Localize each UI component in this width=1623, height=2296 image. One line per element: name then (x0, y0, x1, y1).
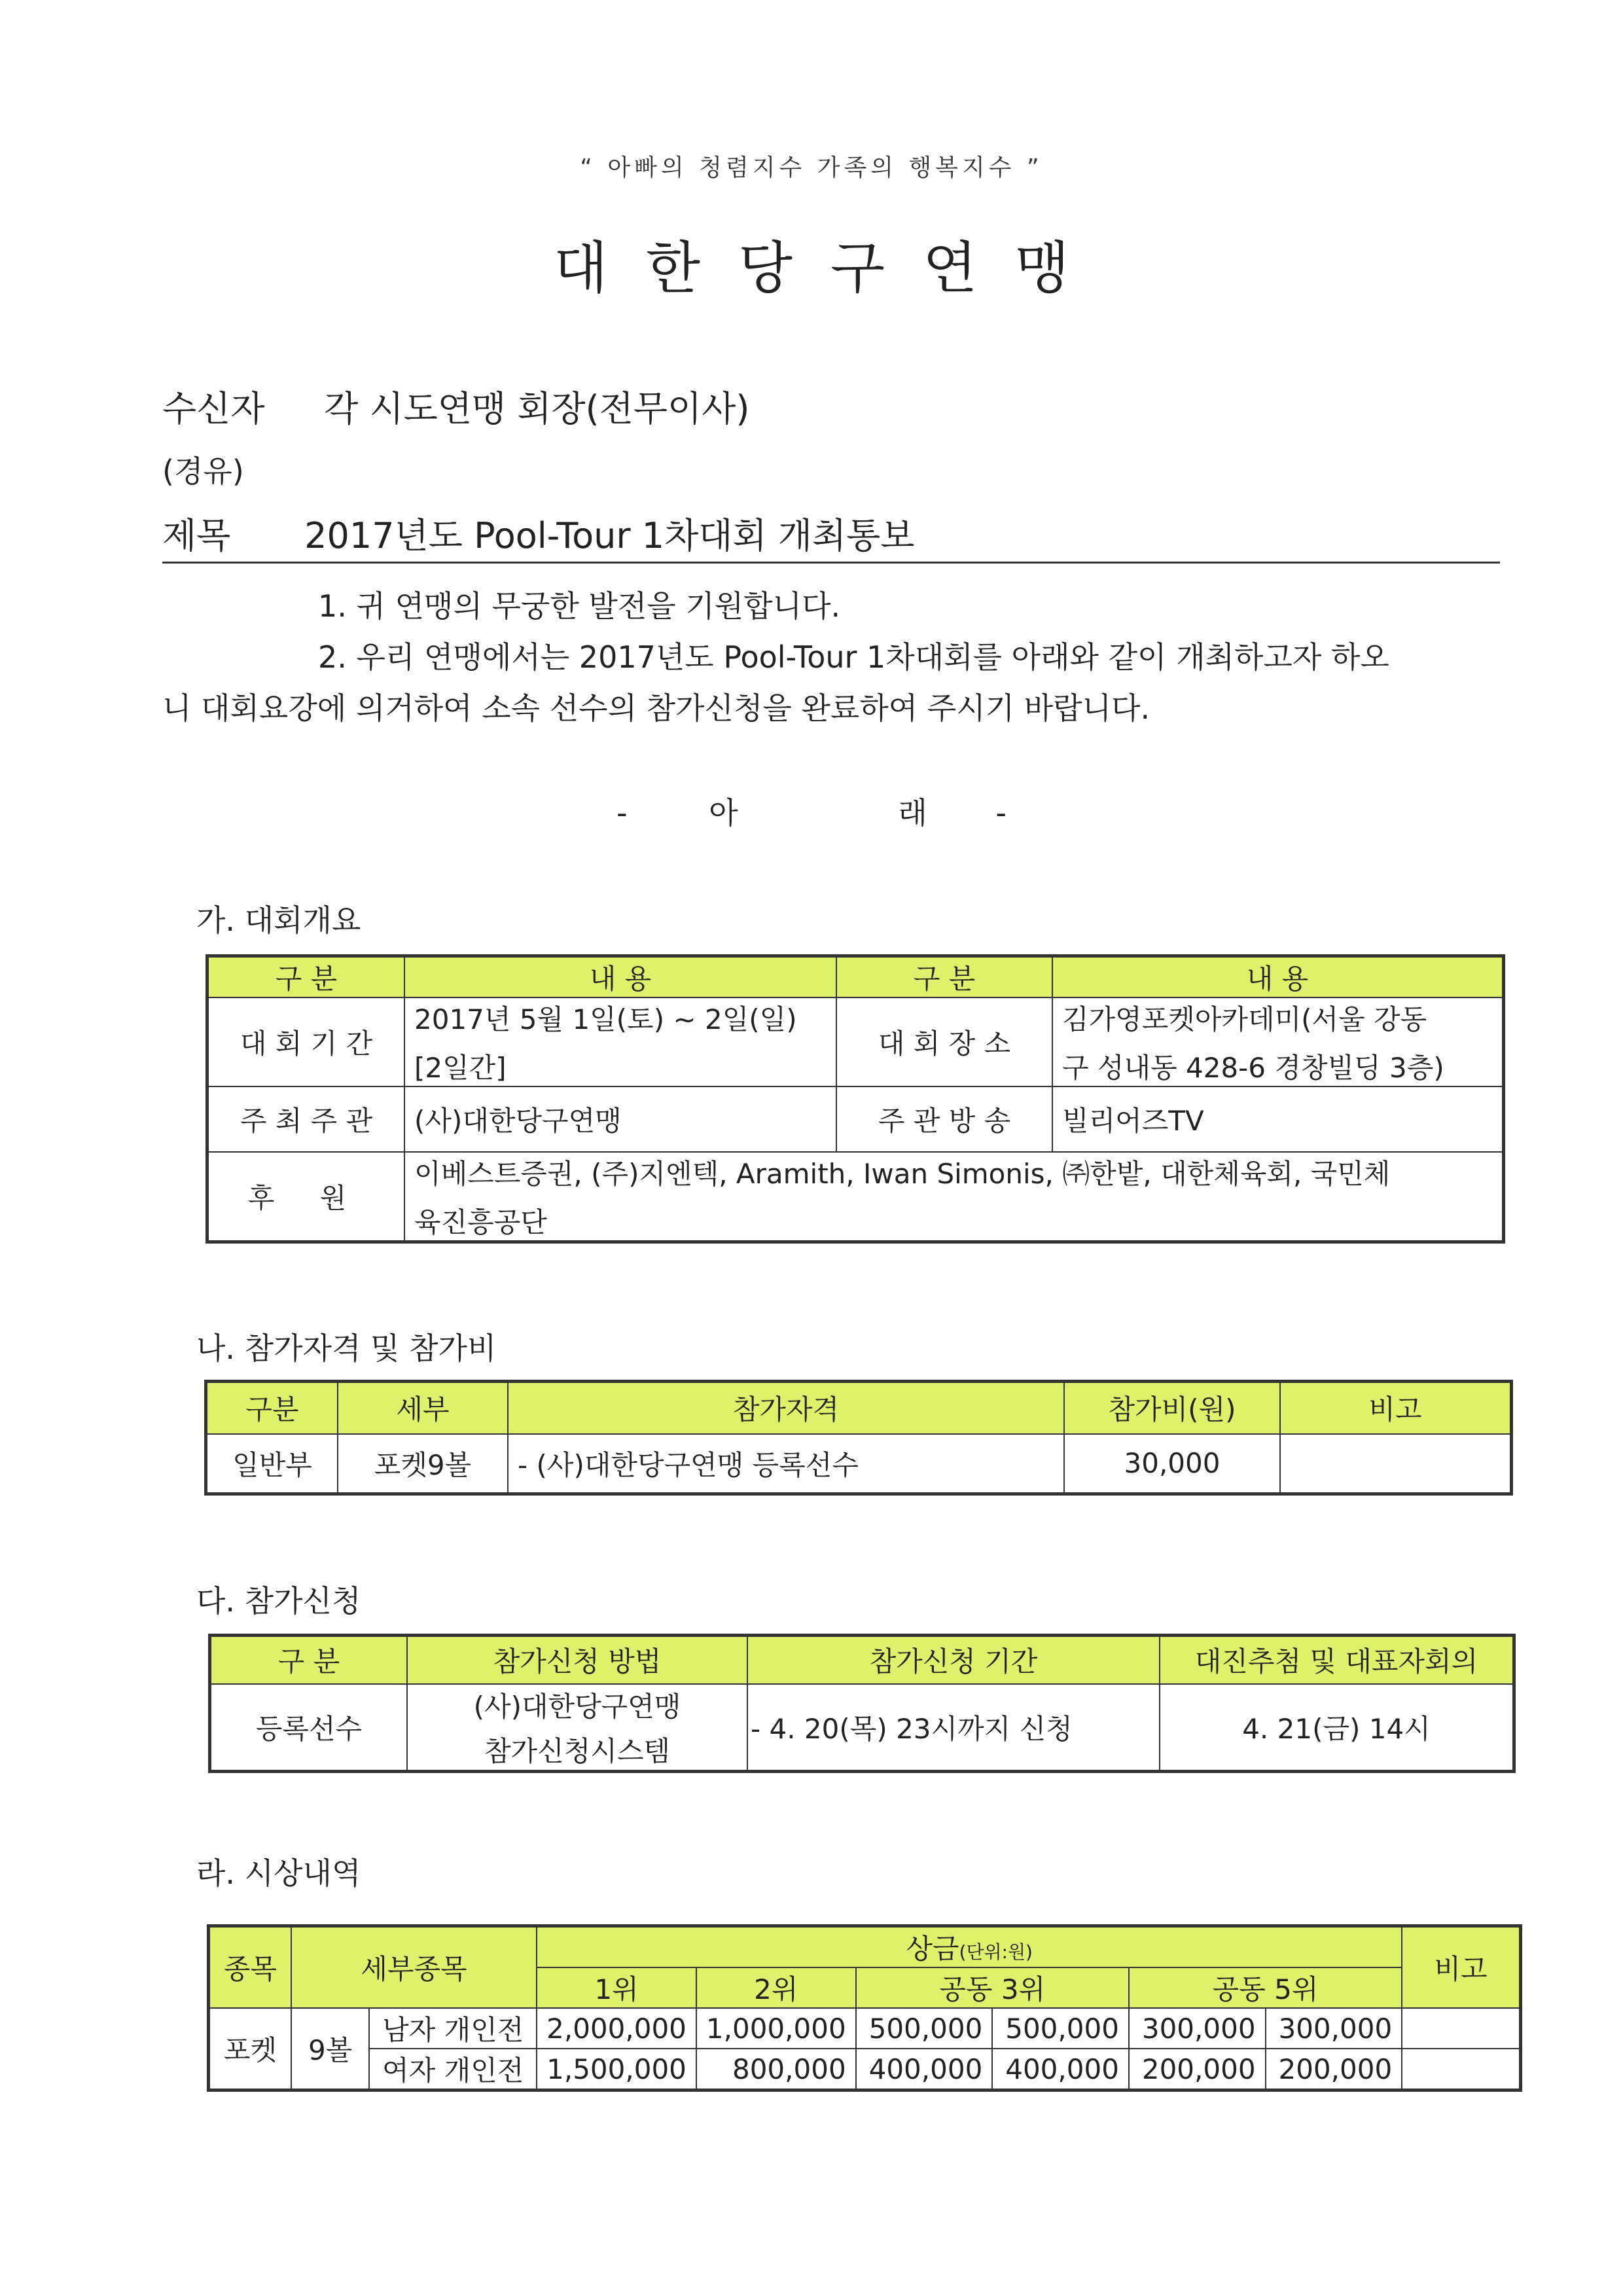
place-header: 공동 3위 (856, 1967, 1129, 2008)
venue-label: 대 회 장 소 (836, 997, 1052, 1086)
header-cell: 세부 (338, 1382, 508, 1434)
header-cell: 구 분 (210, 1636, 408, 1684)
division-name-cell: 여자 개인전 (369, 2049, 537, 2090)
note-cell (1402, 2049, 1520, 2090)
draw-meeting-cell: 4. 21(금) 14시 (1160, 1684, 1514, 1772)
arae-a: 아 (709, 795, 738, 831)
application-table (208, 1634, 1516, 1773)
period-label: 대 회 기 간 (207, 997, 405, 1086)
header-cell: 비고 (1280, 1382, 1512, 1434)
sub-event-cell: 9볼 (291, 2008, 369, 2090)
sponsor-value (404, 1152, 1504, 1242)
overview-table (205, 954, 1505, 1244)
prize-cell: 300,000 (1129, 2008, 1266, 2049)
eligibility-table (204, 1380, 1513, 1496)
recipient-line (162, 381, 749, 431)
venue-value-line-2: 구 성내동 428-6 경창빌딩 3층) (1062, 1052, 1444, 1084)
prize-cell: 800,000 (696, 2049, 856, 2090)
prize-cell: 400,000 (856, 2049, 993, 2090)
header-cell: 대진추첨 및 대표자회의 (1160, 1636, 1514, 1684)
arae-rae: 래 (898, 795, 927, 831)
host-value: (사)대한당구연맹 (404, 1086, 836, 1152)
division-name-cell: 남자 개인전 (369, 2008, 537, 2049)
arae-heading (0, 789, 1623, 833)
subject-value: 2017년도 Pool-Tour 1차대회 개최통보 (304, 515, 915, 556)
arae-dash-left: - (616, 795, 628, 831)
header-cell: 구분 (206, 1382, 338, 1434)
method-line-2: 참가신청시스템 (484, 1734, 670, 1767)
prize-unit-label: (단위:원) (959, 1941, 1033, 1963)
header-cell: 구 분 (207, 956, 405, 998)
place-header: 2위 (696, 1967, 856, 2008)
venue-value (1052, 997, 1504, 1086)
sponsor-value-line-2: 육진흥공단 (414, 1206, 547, 1238)
method-line-1: (사)대한당구연맹 (473, 1690, 681, 1723)
broadcast-label: 주 관 방 송 (836, 1086, 1052, 1152)
sponsor-label: 후 원 (207, 1152, 405, 1242)
section-c-title: 다. 참가신청 (196, 1583, 361, 1619)
prize-header (537, 1926, 1402, 1968)
arae-dash-right: - (995, 795, 1007, 831)
event-header: 종목 (209, 1926, 291, 2009)
application-period-cell: - 4. 20(목) 23시까지 신청 (747, 1684, 1160, 1772)
broadcast-value: 빌리어즈TV (1052, 1086, 1504, 1152)
header-cell: 내 용 (1052, 956, 1504, 998)
host-label: 주 최 주 관 (207, 1086, 405, 1152)
organization-title: 대한당구연맹 (553, 236, 1108, 301)
prize-cell: 1,000,000 (696, 2008, 856, 2049)
header-cell: 내 용 (404, 956, 836, 998)
registered-player-cell: 등록선수 (210, 1684, 408, 1772)
prize-cell: 400,000 (992, 2049, 1129, 2090)
sub-event-header: 세부종목 (291, 1926, 537, 2009)
prize-cell: 1,500,000 (537, 2049, 696, 2090)
prize-cell: 300,000 (1266, 2008, 1402, 2049)
fee-cell: 30,000 (1064, 1434, 1280, 1494)
header-cell: 참가신청 기간 (747, 1636, 1160, 1684)
header-cell: 참가비(원) (1064, 1382, 1280, 1434)
sponsor-value-line-1: 이베스트증권, (주)지엔텍, Aramith, Iwan Simonis, ㈜한밭, 대한체육회, 국민체 (414, 1158, 1391, 1190)
recipient-label: 수신자 (162, 388, 265, 429)
via-label: (경유) (162, 454, 244, 489)
division-cell: 일반부 (206, 1434, 338, 1494)
period-value-line-1: 2017년 5월 1일(토) ~ 2일(일) (414, 1003, 797, 1035)
prize-cell: 500,000 (992, 2008, 1129, 2049)
period-value-line-2: [2일간] (414, 1052, 507, 1084)
recipient-value: 각 시도연맹 회장(전무이사) (324, 388, 750, 429)
slogan: “ 아빠의 청렴지수 가족의 행복지수 ” (580, 154, 1043, 181)
prize-header-label: 상금 (906, 1933, 959, 1965)
paragraph-2-line-2: 니 대회요강에 의거하여 소속 선수의 참가신청을 완료하여 주시기 바랍니다. (162, 691, 1150, 726)
subject-line (162, 508, 914, 558)
section-b-title: 나. 참가자격 및 참가비 (196, 1331, 497, 1366)
place-header: 1위 (537, 1967, 696, 2008)
subject-label: 제목 (162, 515, 231, 556)
header-cell: 참가자격 (508, 1382, 1064, 1434)
detail-cell: 포켓9볼 (338, 1434, 508, 1494)
method-cell (407, 1684, 747, 1772)
prize-cell: 2,000,000 (537, 2008, 696, 2049)
event-cell: 포켓 (209, 2008, 291, 2090)
header-divider (162, 562, 1500, 564)
note-cell (1280, 1434, 1512, 1494)
section-d-title: 라. 시상내역 (196, 1856, 361, 1891)
prize-cell: 500,000 (856, 2008, 993, 2049)
prize-cell: 200,000 (1129, 2049, 1266, 2090)
place-header: 공동 5위 (1129, 1967, 1402, 2008)
paragraph-2-line-1: 2. 우리 연맹에서는 2017년도 Pool-Tour 1차대회를 아래와 같이 개최하고자 하오 (318, 639, 1389, 675)
period-value (404, 997, 836, 1086)
note-header: 비고 (1402, 1926, 1520, 2009)
header-cell: 구 분 (836, 956, 1052, 998)
prize-cell: 200,000 (1266, 2049, 1402, 2090)
eligibility-cell: - (사)대한당구연맹 등록선수 (508, 1434, 1064, 1494)
header-cell: 참가신청 방법 (407, 1636, 747, 1684)
section-a-title: 가. 대회개요 (196, 903, 361, 938)
prize-table (207, 1924, 1522, 2092)
venue-value-line-1: 김가영포켓아카데미(서울 강동 (1062, 1003, 1427, 1035)
paragraph-1: 1. 귀 연맹의 무궁한 발전을 기원합니다. (318, 588, 841, 624)
note-cell (1402, 2008, 1520, 2049)
